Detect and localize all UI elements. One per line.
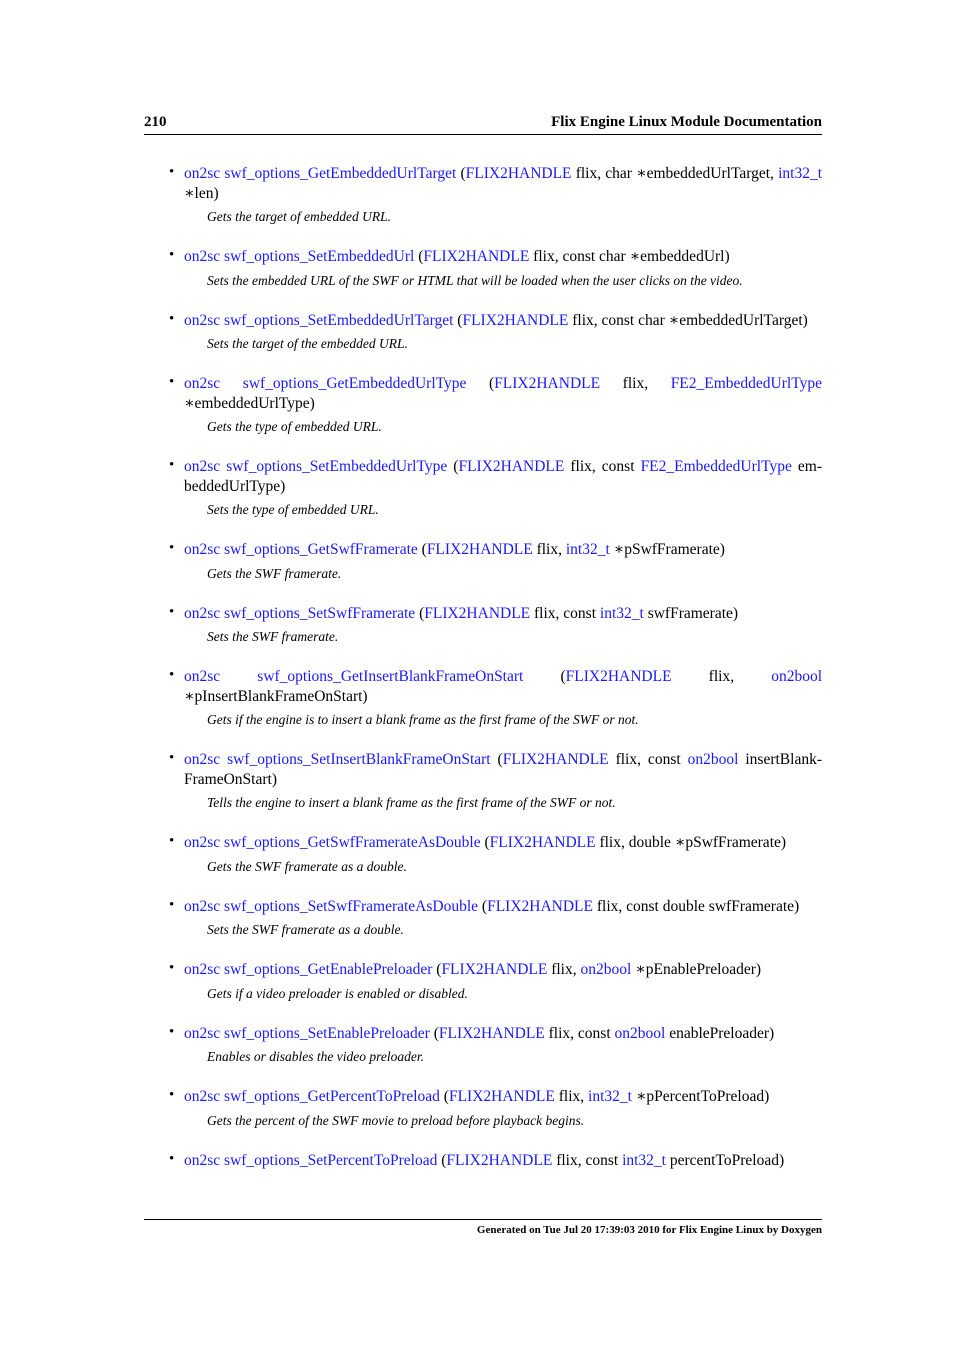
signature-text: insertBlankFrameOnStart) — [184, 751, 823, 788]
type-link[interactable]: on2sc — [184, 375, 221, 392]
type-link[interactable]: FLIX2HANDLE — [446, 1151, 553, 1169]
signature-text: ( — [414, 248, 424, 265]
signature-text: flix, const — [608, 751, 688, 768]
type-link[interactable]: FLIX2HANDLE — [502, 751, 609, 768]
bullet-icon: • — [169, 1150, 175, 1167]
signature-text: ( — [480, 834, 490, 851]
signature-text: flix, — [671, 668, 772, 685]
signature-text: ∗len) — [184, 184, 219, 202]
type-link[interactable]: swf_options_GetEnablePreloader — [224, 961, 433, 978]
type-link[interactable]: swf_options_SetEnablePreloader — [224, 1024, 430, 1042]
function-signature — [184, 160, 822, 203]
function-signature — [184, 663, 822, 706]
function-entry-get-enable-preloader — [144, 956, 822, 1003]
function-entry-set-percent-to-preload — [144, 1147, 822, 1171]
signature-text: ∗pPercentToPreload) — [631, 1088, 770, 1105]
signature-text: ( — [432, 961, 442, 978]
signature-text: flix, — [547, 961, 581, 978]
bullet-icon: • — [169, 247, 175, 263]
function-description: Gets the SWF framerate as a double. — [207, 858, 407, 874]
signature-text: ( — [437, 1151, 447, 1169]
signature-text: flix, const char ∗embeddedUrlTarget) — [568, 311, 808, 329]
type-link[interactable]: FLIX2HANDLE — [426, 541, 533, 558]
page-number: 210 — [144, 114, 167, 130]
function-entry-set-embedded-url-type — [144, 453, 822, 519]
function-entry-set-enable-preloader — [144, 1020, 822, 1067]
bullet-icon: • — [169, 374, 175, 390]
signature-text: ∗embeddedUrlType) — [184, 394, 315, 412]
type-link[interactable]: FLIX2HANDLE — [448, 1088, 555, 1105]
signature-text: ( — [523, 668, 566, 685]
type-link[interactable]: on2sc — [184, 668, 221, 685]
signature-text: flix, double ∗pSwfFramerate) — [595, 834, 787, 851]
bullet-icon: • — [169, 667, 175, 683]
signature-text: ( — [439, 1088, 449, 1105]
function-entry-set-swf-framerate — [144, 600, 822, 647]
type-link[interactable]: on2sc — [184, 248, 221, 265]
function-entry-get-swf-framerate — [144, 536, 822, 583]
signature-text: swfFramerate) — [643, 604, 739, 622]
type-link[interactable]: swf_options_SetEmbeddedUrl — [224, 248, 415, 265]
function-description: Gets the percent of the SWF movie to preload before playback begins. — [207, 1112, 585, 1128]
signature-text: enablePreloader) — [665, 1024, 775, 1042]
type-link[interactable]: swf_options_GetPercentToPreload — [224, 1088, 440, 1105]
type-link[interactable]: int32_t — [599, 604, 644, 622]
type-link[interactable]: FLIX2HANDLE — [487, 897, 593, 915]
function-description: Sets the SWF framerate as a double. — [207, 922, 404, 937]
signature-text: ∗pInsertBlankFrameOnStart) — [184, 687, 368, 705]
function-signature — [184, 956, 822, 980]
type-link[interactable]: int32_t — [778, 165, 823, 182]
page-footer: Generated on Tue Jul 20 17:39:03 2010 for Flix Engine Linux by Doxygen — [144, 1219, 822, 1236]
type-link[interactable]: on2bool — [614, 1024, 666, 1042]
signature-text: ( — [456, 165, 466, 182]
function-description: Tells the engine to insert a blank frame as the first frame of the SWF or not. — [207, 795, 616, 810]
type-link[interactable]: on2sc — [184, 1151, 221, 1169]
type-link[interactable]: swf_options_GetEmbeddedUrlType — [242, 375, 467, 392]
function-signature — [184, 370, 822, 413]
type-link[interactable]: on2sc — [184, 541, 221, 558]
type-link[interactable]: FLIX2HANDLE — [423, 248, 530, 265]
function-signature — [184, 600, 822, 624]
type-link[interactable]: FE2_EmbeddedUrlType — [670, 375, 822, 392]
type-link[interactable]: swf_options_SetInsertBlankFrameOnStart — [227, 751, 491, 768]
type-link[interactable]: on2sc — [184, 751, 221, 768]
function-description: Enables or disables the video preloader. — [207, 1049, 424, 1064]
type-link[interactable]: FLIX2HANDLE — [565, 668, 672, 685]
function-signature — [184, 1083, 822, 1107]
type-link[interactable]: FLIX2HANDLE — [424, 604, 531, 622]
signature-text: ∗pSwfFramerate) — [609, 541, 725, 558]
signature-text: ( — [429, 1024, 439, 1042]
type-link[interactable]: int32_t — [588, 1088, 632, 1105]
type-link[interactable]: on2sc — [184, 604, 221, 622]
bullet-icon: • — [169, 164, 175, 180]
signature-text: ∗pEnablePreloader) — [631, 961, 762, 978]
signature-text: flix, const double swfFramerate) — [593, 897, 800, 915]
function-entry-set-swf-framerate-as-double — [144, 893, 822, 940]
signature-text: flix, const — [552, 1151, 623, 1169]
signature-text: ( — [466, 375, 495, 392]
type-link[interactable]: on2bool — [771, 668, 823, 685]
type-link[interactable]: swf_options_SetSwfFramerate — [224, 604, 416, 622]
function-entry-set-embedded-url — [144, 243, 822, 290]
signature-text: ( — [447, 458, 459, 475]
type-link[interactable]: FLIX2HANDLE — [489, 834, 596, 851]
type-link[interactable]: on2bool — [580, 961, 632, 978]
type-link[interactable]: FLIX2HANDLE — [458, 458, 565, 475]
type-link[interactable]: on2sc — [184, 165, 221, 182]
type-link[interactable]: swf_options_GetEmbeddedUrlTarget — [224, 165, 457, 182]
bullet-icon: • — [169, 960, 175, 976]
function-description: Gets the SWF framerate. — [207, 565, 342, 581]
type-link[interactable]: swf_options_SetSwfFramerateAsDouble — [224, 897, 479, 915]
type-link[interactable]: swf_options_SetPercentToPreload — [224, 1151, 438, 1169]
function-description: Gets if a video preloader is enabled or disabled. — [207, 985, 468, 1001]
function-entry-get-swf-framerate-as-double — [144, 829, 822, 876]
signature-text: flix, const — [544, 1024, 615, 1042]
type-link[interactable]: on2sc — [184, 1088, 221, 1105]
type-link[interactable]: FLIX2HANDLE — [462, 311, 569, 329]
signature-text: ( — [490, 751, 503, 768]
signature-text: flix, const char ∗embeddedUrl) — [529, 248, 730, 265]
type-link[interactable]: swf_options_GetSwfFramerateAsDouble — [224, 834, 481, 851]
signature-text: flix, — [554, 1088, 589, 1105]
document-title: Flix Engine Linux Module Documentation — [551, 114, 822, 130]
signature-text: ( — [478, 897, 488, 915]
signature-text: flix, char ∗embeddedUrlTarget, — [571, 165, 779, 182]
bullet-icon: • — [169, 833, 175, 849]
type-link[interactable]: FLIX2HANDLE — [465, 165, 572, 182]
function-signature — [184, 829, 822, 853]
function-description: Sets the target of the embedded URL. — [207, 336, 408, 351]
function-signature — [184, 243, 822, 267]
function-description: Sets the type of embedded URL. — [207, 502, 379, 517]
page-header — [144, 112, 822, 135]
function-signature — [184, 893, 822, 917]
bullet-icon: • — [169, 540, 175, 556]
type-link[interactable]: FLIX2HANDLE — [441, 961, 548, 978]
signature-text: percentToPreload) — [665, 1151, 785, 1169]
type-link[interactable]: swf_options_SetEmbeddedUrlType — [226, 458, 448, 475]
signature-text: ( — [417, 541, 427, 558]
type-link[interactable]: on2sc — [184, 458, 221, 475]
type-link[interactable]: on2sc — [184, 1024, 221, 1042]
function-entry-get-insert-blank-frame-on-start — [144, 663, 822, 729]
function-entry-get-embedded-url-target — [144, 160, 822, 226]
type-link[interactable]: swf_options_SetEmbeddedUrlTarget — [224, 311, 454, 329]
type-link[interactable]: on2sc — [184, 897, 221, 915]
function-description: Gets the type of embedded URL. — [207, 419, 382, 434]
function-description: Gets if the engine is to insert a blank frame as the first frame of the SWF or not. — [207, 712, 639, 727]
type-link[interactable]: swf_options_GetInsertBlankFrameOnStart — [257, 668, 524, 685]
bullet-icon: • — [169, 310, 175, 327]
function-description: Sets the SWF framerate. — [207, 629, 339, 644]
function-entry-get-embedded-url-type — [144, 370, 822, 436]
type-link[interactable]: on2sc — [184, 311, 221, 329]
type-link[interactable]: on2bool — [687, 751, 739, 768]
type-link[interactable]: FLIX2HANDLE — [438, 1024, 545, 1042]
function-description: Gets the target of embedded URL. — [207, 209, 391, 224]
function-signature — [184, 453, 822, 496]
bullet-icon: • — [169, 603, 175, 620]
type-link[interactable]: on2sc — [184, 961, 221, 978]
function-signature — [184, 307, 822, 331]
signature-text: ( — [415, 604, 425, 622]
function-signature — [184, 1020, 822, 1044]
signature-text — [220, 375, 243, 392]
signature-text: flix, const — [530, 604, 600, 622]
bullet-icon: • — [169, 1023, 175, 1040]
function-entry-set-embedded-url-target — [144, 307, 822, 354]
signature-text: ( — [453, 311, 463, 329]
type-link[interactable]: swf_options_GetSwfFramerate — [224, 541, 418, 558]
type-link[interactable]: on2sc — [184, 834, 221, 851]
function-signature — [184, 1147, 822, 1171]
function-signature — [184, 536, 822, 560]
bullet-icon: • — [169, 457, 175, 473]
function-entry-get-percent-to-preload — [144, 1083, 822, 1130]
bullet-icon: • — [169, 750, 175, 766]
signature-text: embeddedUrlType) — [184, 458, 823, 495]
signature-text: flix, — [532, 541, 566, 558]
function-entry-set-insert-blank-frame-on-start — [144, 746, 822, 812]
signature-text — [220, 668, 257, 685]
type-link[interactable]: FLIX2HANDLE — [494, 375, 601, 392]
bullet-icon: • — [169, 896, 175, 913]
bullet-icon: • — [169, 1087, 175, 1103]
function-description: Sets the embedded URL of the SWF or HTML that will be loaded when the user clicks on the video. — [207, 272, 743, 288]
function-signature — [184, 746, 822, 789]
type-link[interactable]: FE2_EmbeddedUrlType — [640, 458, 792, 475]
function-list — [144, 160, 822, 1187]
type-link[interactable]: int32_t — [622, 1151, 666, 1169]
signature-text: flix, — [600, 375, 671, 392]
type-link[interactable]: int32_t — [565, 541, 610, 558]
signature-text: flix, const — [564, 458, 641, 475]
